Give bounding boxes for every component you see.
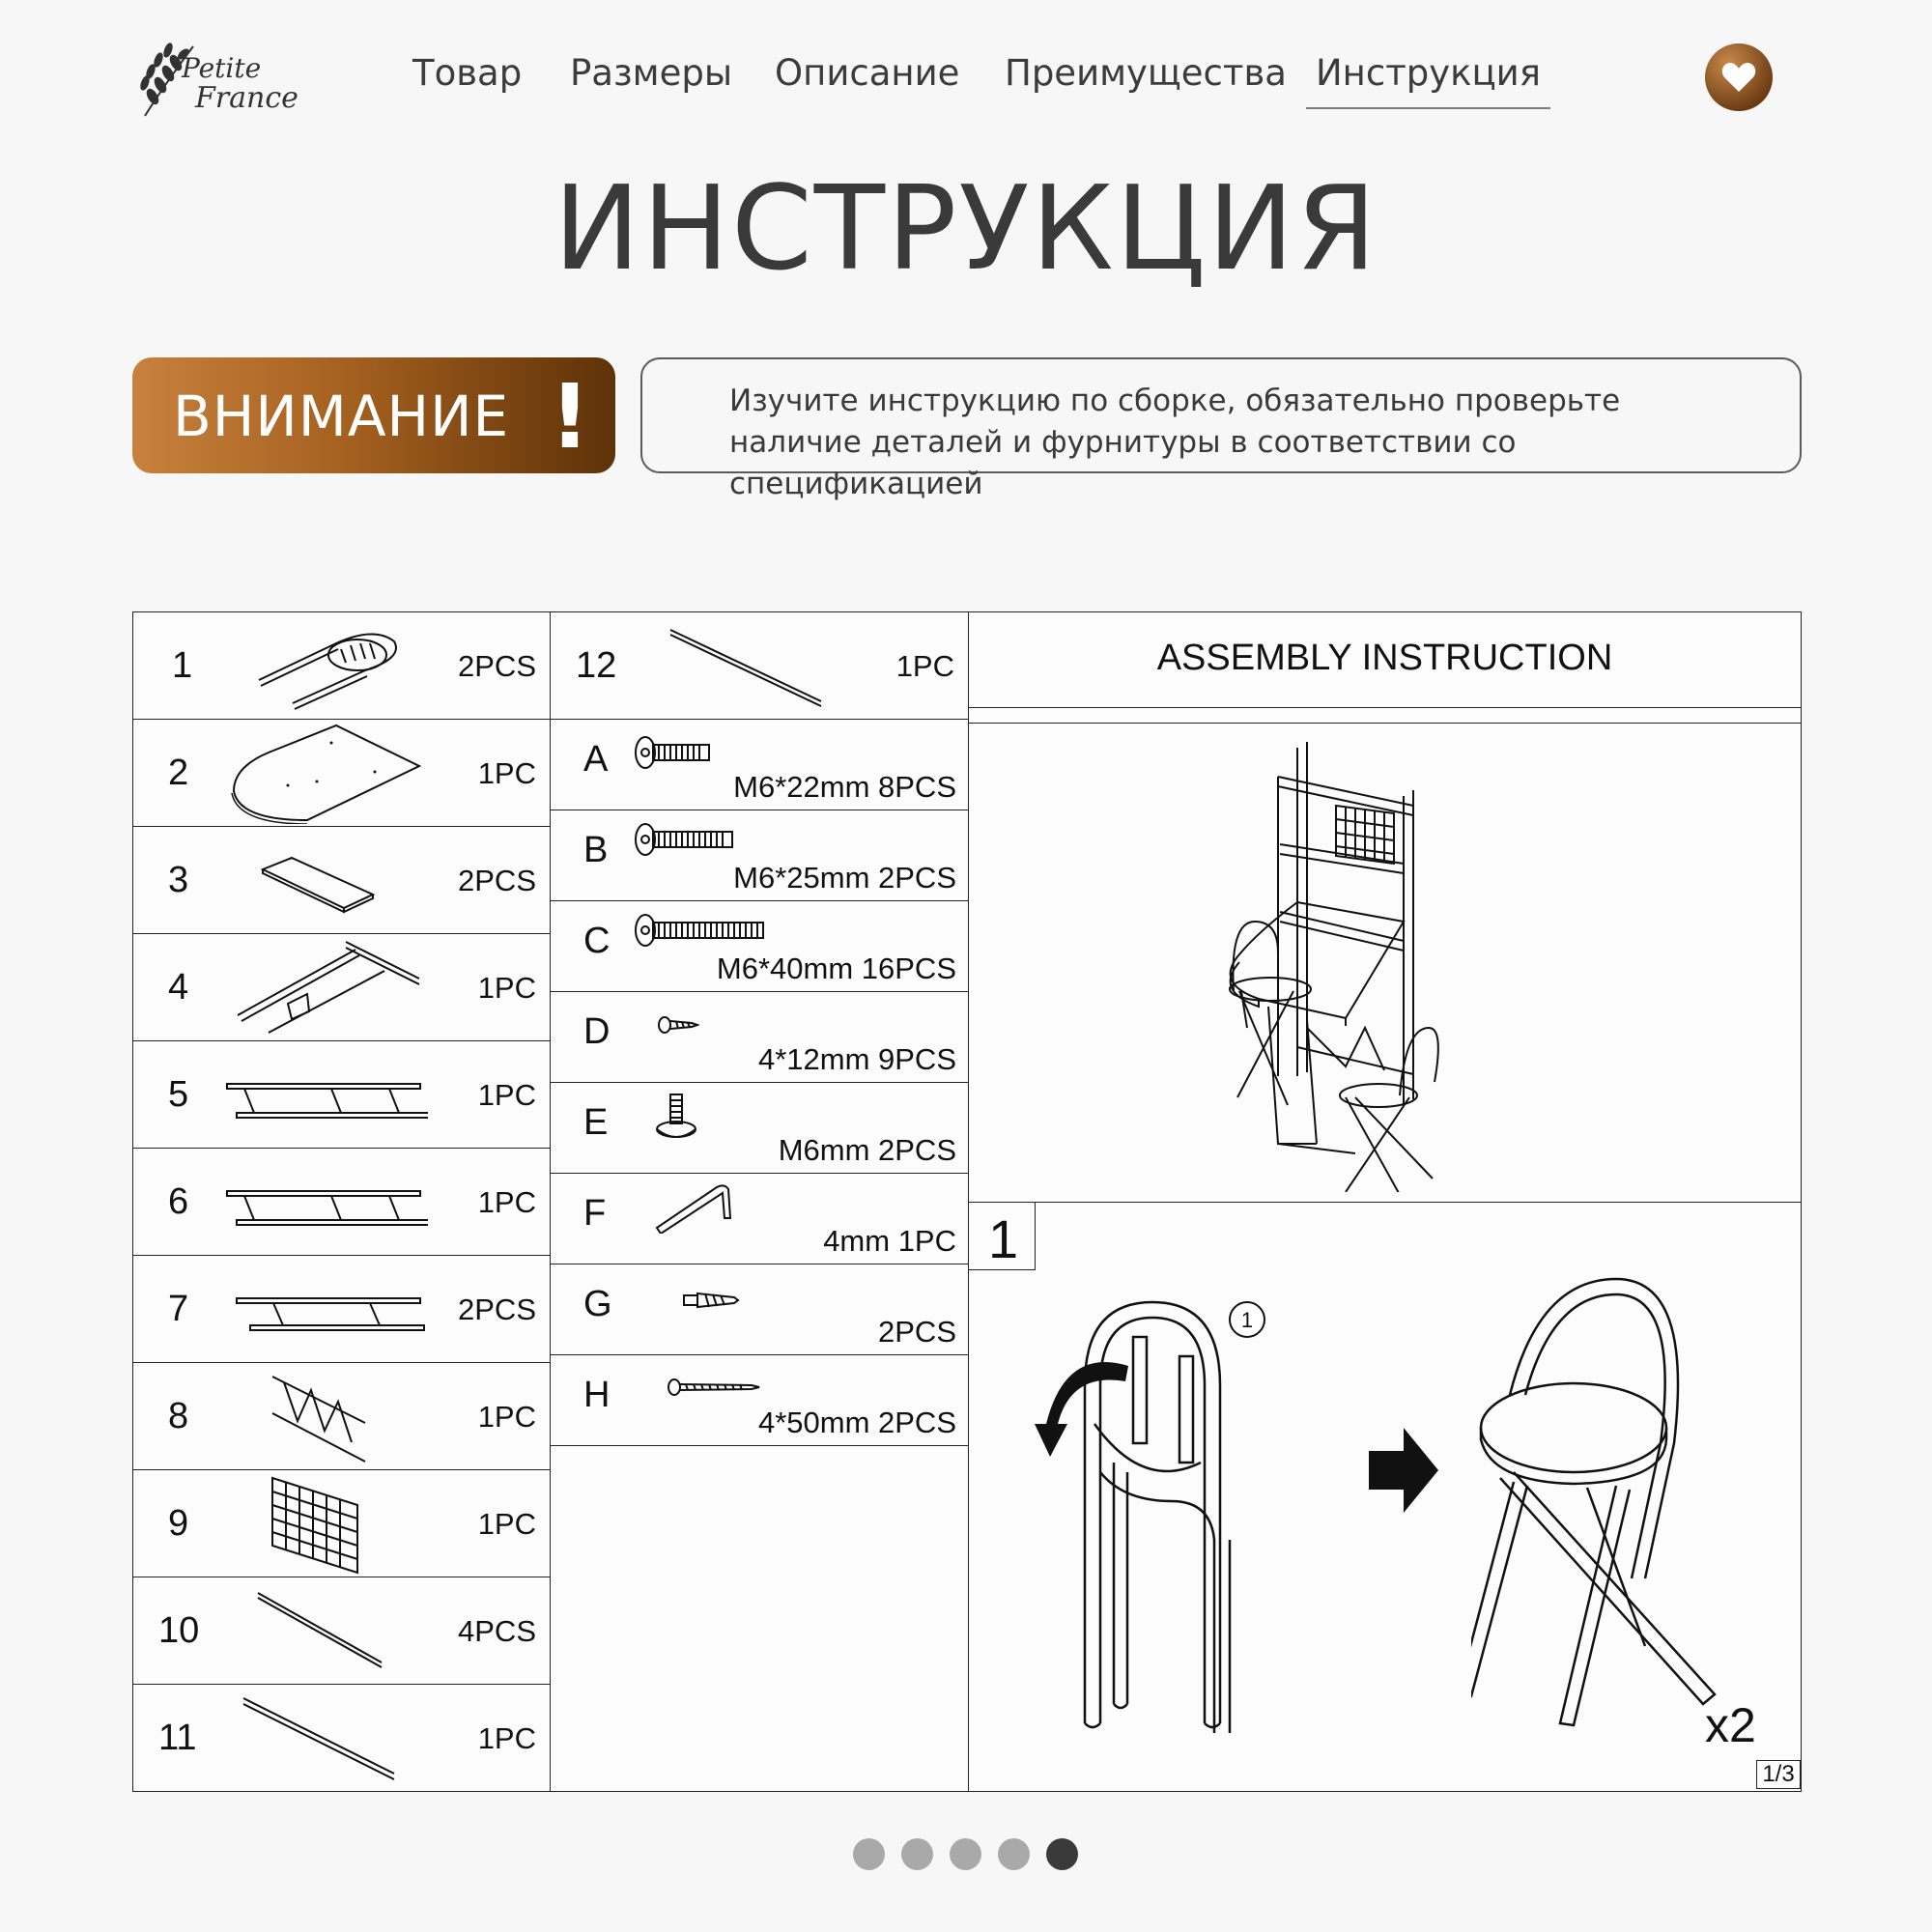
notice-box <box>640 357 1802 501</box>
part-9-grid-panel-drawing <box>269 1472 365 1575</box>
part-number: 8 <box>168 1396 189 1436</box>
hardware-row-f <box>551 1174 968 1264</box>
part-number: 3 <box>168 860 189 900</box>
callout-number: 1 <box>1240 1308 1254 1332</box>
part-number: 10 <box>158 1610 200 1651</box>
hardware-spec: 4*12mm 9PCS <box>757 1042 956 1076</box>
part-7-shelf-support-drawing <box>235 1294 428 1337</box>
parts-column-2 <box>551 612 969 1791</box>
part-6-ladder-frame-drawing <box>225 1187 428 1236</box>
part-quantity: 1PC <box>477 1507 536 1541</box>
part-row-8 <box>133 1363 550 1470</box>
part-quantity: 1PC <box>477 1721 536 1755</box>
attention-label: ВНИМАНИЕ <box>173 384 510 449</box>
part-row-2 <box>133 720 550 827</box>
carousel-dot[interactable] <box>853 1838 885 1870</box>
part-row-5 <box>133 1041 550 1149</box>
part-number: 2 <box>168 753 189 793</box>
part-quantity: 1PC <box>477 971 536 1005</box>
hardware-row-a <box>551 720 968 810</box>
part-2-tabletop-drawing <box>230 724 423 824</box>
favorite-button[interactable] <box>1705 43 1773 111</box>
page-title: ИНСТРУКЦИЯ <box>553 162 1379 297</box>
hardware-letter: A <box>583 739 609 780</box>
arrow-right-icon <box>1365 1424 1442 1517</box>
hardware-letter: H <box>583 1375 611 1415</box>
hardware-row-c <box>551 901 968 992</box>
assembly-title: ASSEMBLY INSTRUCTION <box>1156 638 1613 678</box>
part-number: 11 <box>158 1718 197 1758</box>
part-row-10 <box>133 1577 550 1685</box>
carousel-dot-active[interactable] <box>1046 1838 1078 1870</box>
sheet-page-indicator: 1/3 <box>1756 1760 1801 1789</box>
title-divider <box>969 723 1801 724</box>
part-number: 6 <box>168 1181 189 1222</box>
part-quantity: 1PC <box>477 756 536 790</box>
part-row-7 <box>133 1256 550 1363</box>
part-quantity: 1PC <box>477 1185 536 1219</box>
part-12-tube-drawing <box>667 626 831 709</box>
part-row-6 <box>133 1149 550 1256</box>
part-quantity: 1PC <box>895 649 954 683</box>
hardware-spec: M6*22mm 8PCS <box>733 770 956 804</box>
part-row-1 <box>133 612 550 720</box>
part-number: 12 <box>576 645 617 686</box>
wall-anchor-icon <box>680 1288 742 1313</box>
screw-4x12-icon <box>657 1015 699 1035</box>
hardware-letter: C <box>583 921 611 961</box>
bolt-m6-40-icon <box>634 911 769 950</box>
part-11-tube-drawing <box>240 1692 404 1783</box>
hardware-row-d <box>551 992 968 1083</box>
hardware-row-b <box>551 810 968 901</box>
quantity-multiplier: x2 <box>1705 1698 1756 1752</box>
part-1-seat-frame-drawing <box>249 624 413 711</box>
part-quantity: 2PCS <box>458 649 536 683</box>
part-row-12 <box>551 612 968 720</box>
hardware-spec: M6*25mm 2PCS <box>733 861 956 895</box>
part-10-tube-drawing <box>254 1587 389 1674</box>
carousel-pagination <box>0 1838 1932 1873</box>
hardware-letter: B <box>583 830 609 870</box>
brand-name-line1: Petite <box>182 52 262 84</box>
part-row-4 <box>133 934 550 1041</box>
hardware-spec: 4mm 1PC <box>823 1224 956 1258</box>
carousel-dot[interactable] <box>998 1838 1030 1870</box>
part-row-11 <box>133 1685 550 1791</box>
part-number: 9 <box>168 1503 189 1544</box>
notice-text: Изучите инструкцию по сборке, обязательно проверьте наличие деталей и фурнитуры в соответствии со спецификацией <box>729 384 1621 501</box>
carousel-dot[interactable] <box>950 1838 981 1870</box>
step-number: 1 <box>988 1208 1019 1269</box>
hardware-spec: M6mm 2PCS <box>778 1133 956 1167</box>
hardware-row-e <box>551 1083 968 1174</box>
hardware-letter: D <box>583 1011 611 1052</box>
hardware-spec: M6*40mm 16PCS <box>716 952 956 985</box>
hardware-row-g <box>551 1264 968 1355</box>
bolt-m6-25-icon <box>634 820 738 859</box>
title-divider <box>969 707 1801 708</box>
part-number: 1 <box>172 645 193 686</box>
part-number: 5 <box>168 1074 189 1115</box>
part-quantity: 4PCS <box>458 1614 536 1648</box>
hardware-letter: F <box>583 1193 607 1234</box>
part-number: 7 <box>168 1289 189 1329</box>
top-nav <box>0 52 1932 110</box>
part-8-cross-brace-drawing <box>269 1373 375 1465</box>
part-5-ladder-frame-drawing <box>225 1080 428 1128</box>
hex-key-4mm-icon <box>653 1179 740 1234</box>
attention-badge <box>132 357 615 473</box>
nav-item-product[interactable]: Товар <box>412 52 523 94</box>
part-quantity: 2PCS <box>458 864 536 897</box>
step-divider <box>969 1202 1801 1203</box>
brand-name-line2: France <box>195 81 298 115</box>
nav-item-instruction[interactable]: Инструкция <box>1306 52 1550 109</box>
part-row-9 <box>133 1470 550 1577</box>
hardware-spec: 2PCS <box>878 1315 956 1349</box>
part-quantity: 2PCS <box>458 1293 536 1326</box>
nav-item-advantages[interactable]: Преимущества <box>1005 52 1287 94</box>
part-quantity: 1PC <box>477 1400 536 1434</box>
carousel-dot[interactable] <box>901 1838 933 1870</box>
part-row-3 <box>133 827 550 934</box>
part-number: 4 <box>168 967 189 1008</box>
nav-item-dimensions[interactable]: Размеры <box>570 52 733 94</box>
nav-item-description[interactable]: Описание <box>775 52 960 94</box>
step-number-box <box>969 1202 1036 1270</box>
hardware-letter: E <box>583 1102 609 1143</box>
exclamation-mark: ! <box>550 365 590 469</box>
assembled-set-drawing <box>1220 738 1510 1192</box>
foot-cap-m6-icon <box>653 1091 699 1145</box>
folded-stool-drawing <box>1027 1279 1317 1733</box>
instruction-sheet <box>132 611 1802 1792</box>
hardware-letter: G <box>583 1284 612 1324</box>
assembly-column <box>969 612 1801 1791</box>
hardware-row-h <box>551 1355 968 1446</box>
part-quantity: 1PC <box>477 1078 536 1112</box>
screw-4x50-icon <box>667 1377 763 1398</box>
part-4-table-leg-frame-drawing <box>230 936 423 1038</box>
hardware-spec: 4*50mm 2PCS <box>757 1406 956 1439</box>
part-3-shelf-board-drawing <box>259 856 384 914</box>
parts-column-1 <box>133 612 551 1791</box>
heart-icon <box>1721 62 1756 93</box>
unfolded-stool-drawing <box>1471 1250 1761 1733</box>
bolt-m6-22-icon <box>634 733 715 772</box>
